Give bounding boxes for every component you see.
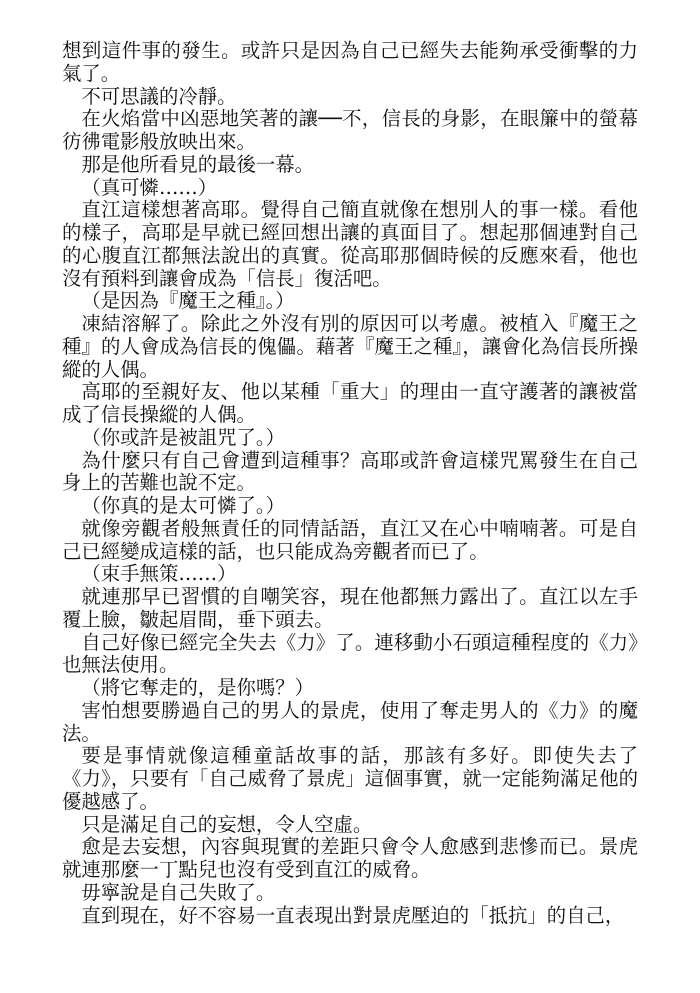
paragraph-15: 就連那早已習慣的自嘲笑容，現在他都無力露出了。直江以左手覆上臉，皺起眉間，垂下頭去。 (62, 585, 638, 631)
paragraph-1: 想到這件事的發生。或許只是因為自己已經失去能夠承受衝擊的力氣了。 (62, 39, 638, 85)
paragraph-13: 就像旁觀者般無責任的同情話語，直江又在心中喃喃著。可是自己已經變成這樣的話，也只能成為旁觀者而已了。 (62, 516, 638, 563)
paragraph-3: 在火焰當中凶惡地笑著的讓──不，信長的身影，在眼簾中的螢幕彷彿電影般放映出來。 (62, 107, 638, 153)
paragraph-6: 直江這樣想著高耶。覺得自己簡直就像在想別人的事一樣。看他的樣子，高耶是早就已經回想出讓的真面目了。想起那個連對自己的心腹直江都無法說出的真實。從高耶那個時候的反應來看，他也沒有預料到讓會成為「信長」復活吧。 (62, 198, 638, 290)
paragraph-20: 只是滿足自己的妄想，令人空虛。 (81, 812, 373, 836)
paragraph-21: 愈是去妄想，內容與現實的差距只會令人愈感到悲慘而已。景虎就連那麼一丁點兒也沒有受到直江的威脅。 (62, 835, 638, 881)
paragraph-10: （你或許是被詛咒了。） (81, 425, 285, 449)
paragraph-19: 要是事情就像這種童話故事的話，那該有多好。即使失去了《力》，只要有「自己威脅了景虎」這個事實，就一定能夠滿足他的優越感了。 (62, 744, 638, 813)
paragraph-4: 那是他所看見的最後一幕。 (81, 152, 315, 176)
paragraph-7: （是因為『魔王之種』。） (81, 289, 295, 313)
paragraph-9: 高耶的至親好友、他以某種「重大」的理由一直守護著的讓被當成了信長操縱的人偶。 (62, 380, 638, 426)
paragraph-23: 直到現在，好不容易一直表現出對景虎壓迫的「抵抗」的自己， (81, 903, 625, 927)
paragraph-11: 為什麼只有自己會遭到這種事？高耶或許會這樣咒罵發生在自己身上的苦難也說不定。 (62, 448, 638, 495)
paragraph-16: 自己好像已經完全失去《力》了。連移動小石頭這種程度的《力》也無法使用。 (62, 630, 638, 677)
paragraph-5: （真可憐……） (81, 175, 218, 199)
paragraph-14: （束手無策……） (81, 562, 237, 586)
paragraph-2: 不可思議的冷靜。 (81, 84, 237, 108)
novel-page (62, 40, 638, 927)
paragraph-8: 凍結溶解了。除此之外沒有別的原因可以考慮。被植入『魔王之種』的人會成為信長的傀儡。藉著『魔王之種』，讓會化為信長所操縱的人偶。 (62, 312, 638, 381)
paragraph-18: 害怕想要勝過自己的男人的景虎，使用了奪走男人的《力》的魔法。 (62, 698, 638, 745)
paragraph-17: （將它奪走的，是你嗎？） (81, 676, 315, 699)
paragraph-22: 毋寧說是自己失敗了。 (81, 880, 276, 904)
paragraph-12: （你真的是太可憐了。） (81, 494, 285, 517)
